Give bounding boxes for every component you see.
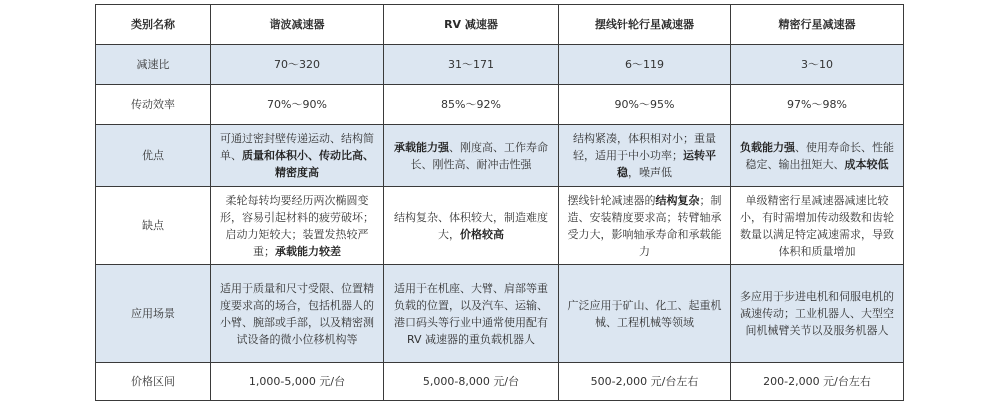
cell-ratio-cycloid: 6～119 bbox=[559, 45, 731, 85]
cell-efficiency-rv: 85%～92% bbox=[384, 85, 559, 125]
bold-text: 负载能力强 bbox=[740, 140, 795, 154]
cell-efficiency-planetary: 97%～98% bbox=[731, 85, 904, 125]
cell-ratio-rv: 31～171 bbox=[384, 45, 559, 85]
bold-text: 成本较低 bbox=[844, 157, 889, 171]
cell-applications-rv: 适用于在机座、大臂、肩部等重负载的位置，以及汽车、运输、港口码头等行业中通常使用配有 RV 减速器的重负载机器人 bbox=[384, 265, 559, 363]
bold-text: 承载能力较差 bbox=[275, 244, 341, 258]
text-span: 可通过密封壁传递运动、结构简单、 bbox=[220, 132, 374, 162]
table-row-efficiency bbox=[96, 85, 904, 125]
cell-advantages-cycloid bbox=[559, 125, 731, 187]
bold-text: 承载能力强 bbox=[394, 140, 449, 154]
cell-applications-cycloid: 广泛应用于矿山、化工、起重机械、工程机械等领域 bbox=[559, 265, 731, 363]
bold-text: 价格较高 bbox=[460, 227, 504, 241]
header-harmonic: 谐波减速器 bbox=[211, 5, 384, 45]
comparison-table bbox=[95, 4, 904, 401]
text-span: 单级精密行星减速器减速比较小，有时需增加传动级数和齿轮数量以满足特定减速需求，导致体积和质量增加 bbox=[740, 193, 894, 258]
cell-price-harmonic: 1,000-5,000 元/台 bbox=[211, 363, 384, 401]
cell-advantages-harmonic bbox=[211, 125, 384, 187]
cell-disadvantages-planetary bbox=[731, 187, 904, 265]
cell-price-planetary: 200-2,000 元/台左右 bbox=[731, 363, 904, 401]
text-span: ；制造、安装精度要求高；转臂轴承受力大，影响轴承寿命和承载能力 bbox=[567, 193, 722, 258]
cell-applications-planetary: 多应用于步进电机和伺服电机的减速传动；工业机器人、大型空间机械臂关节以及服务机器人 bbox=[731, 265, 904, 363]
text-span: 结构紧凑，体积相对小；重量轻，适用于中小功率； bbox=[573, 132, 716, 162]
table-row-advantages bbox=[96, 125, 904, 187]
header-category: 类别名称 bbox=[96, 5, 211, 45]
bold-text: 传动比高、精密度高 bbox=[275, 149, 374, 179]
cell-efficiency-harmonic: 70%～90% bbox=[211, 85, 384, 125]
row-label-efficiency: 传动效率 bbox=[96, 85, 211, 125]
table-row-ratio bbox=[96, 45, 904, 85]
header-cycloid: 摆线针轮行星减速器 bbox=[559, 5, 731, 45]
row-label-applications: 应用场景 bbox=[96, 265, 211, 363]
header-row bbox=[96, 5, 904, 45]
cell-advantages-rv bbox=[384, 125, 559, 187]
bold-text: 结构复杂 bbox=[655, 193, 700, 207]
cell-disadvantages-harmonic bbox=[211, 187, 384, 265]
table-row-applications bbox=[96, 265, 904, 363]
text-span: 、刚度高、工作寿命长、刚性高、耐冲击性强 bbox=[410, 140, 548, 171]
table-row-price bbox=[96, 363, 904, 401]
cell-applications-harmonic: 适用于质量和尺寸受限、位置精度要求高的场合，包括机器人的小臂、腕部或手部，以及精密测试设备的微小位移机构等 bbox=[211, 265, 384, 363]
row-label-price: 价格区间 bbox=[96, 363, 211, 401]
header-rv: RV 减速器 bbox=[384, 5, 559, 45]
row-label-disadvantages: 缺点 bbox=[96, 187, 211, 265]
text-span: 摆线针轮减速器的 bbox=[567, 193, 656, 207]
header-planetary: 精密行星减速器 bbox=[731, 5, 904, 45]
row-label-ratio: 减速比 bbox=[96, 45, 211, 85]
text-span: 结构复杂、体积较大，制造难度大， bbox=[394, 210, 548, 241]
cell-ratio-planetary: 3～10 bbox=[731, 45, 904, 85]
bold-text: 运转平稳 bbox=[617, 149, 716, 179]
text-span: 柔轮每转均要经历两次椭圆变形，容易引起材料的疲劳破坏；启动力矩较大；装置发热较严重； bbox=[220, 193, 374, 258]
cell-price-cycloid: 500-2,000 元/台左右 bbox=[559, 363, 731, 401]
cell-disadvantages-rv bbox=[384, 187, 559, 265]
bold-text: 质量和体积小、 bbox=[242, 149, 319, 162]
cell-efficiency-cycloid: 90%～95% bbox=[559, 85, 731, 125]
text-span: 、使用寿命长、性能稳定、输出扭矩大、 bbox=[745, 140, 894, 171]
cell-ratio-harmonic: 70～320 bbox=[211, 45, 384, 85]
cell-advantages-planetary bbox=[731, 125, 904, 187]
text-span: ，噪声低 bbox=[628, 166, 672, 179]
row-label-advantages: 优点 bbox=[96, 125, 211, 187]
cell-price-rv: 5,000-8,000 元/台 bbox=[384, 363, 559, 401]
cell-disadvantages-cycloid bbox=[559, 187, 731, 265]
table-row-disadvantages bbox=[96, 187, 904, 265]
